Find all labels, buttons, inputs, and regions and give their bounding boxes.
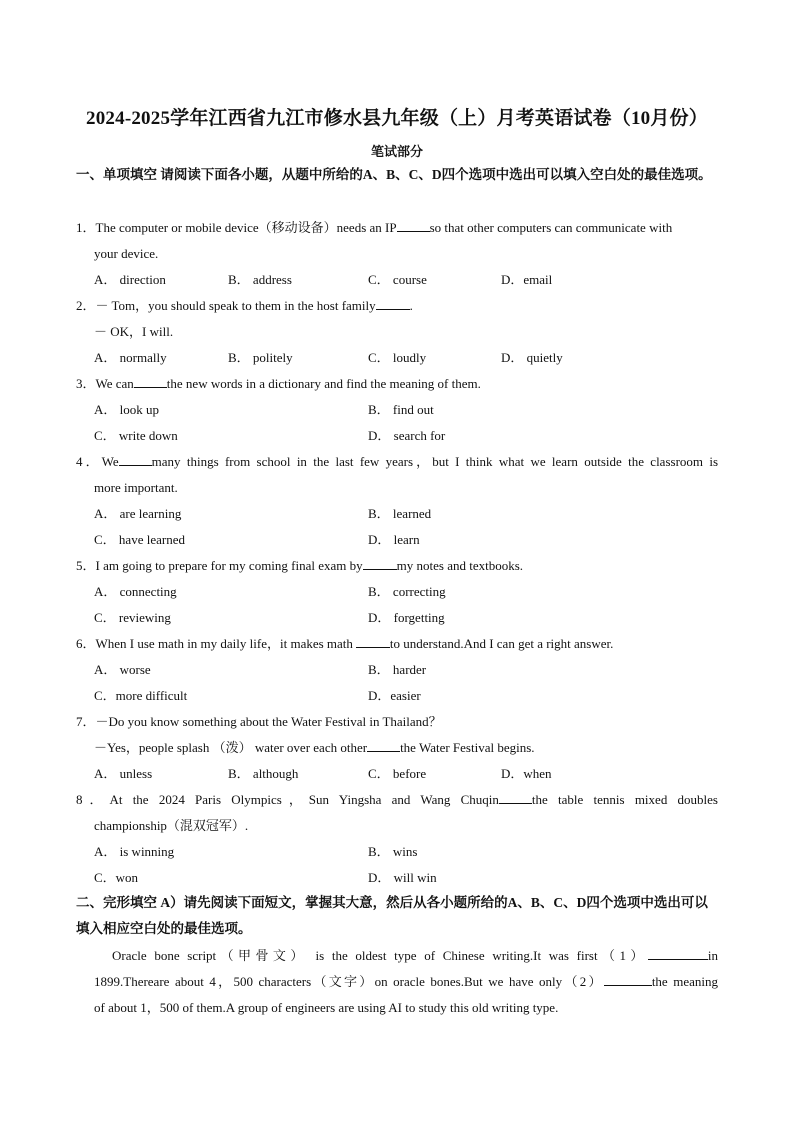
question-6-option-d: D．easier xyxy=(368,688,421,703)
passage-blank-1 xyxy=(648,947,708,960)
question-5-option-b: B． correcting xyxy=(368,584,446,599)
question-7-option-b: B． although xyxy=(228,766,299,781)
question-1-option-d: D．email xyxy=(501,272,553,287)
question-7-option-c: C． before xyxy=(368,766,427,781)
passage-text-1b: in xyxy=(707,948,718,963)
question-5-blank xyxy=(363,557,397,570)
question-4-line-2: more important. xyxy=(94,480,178,495)
question-7-text-a: －Yes，people splash （泼） water over each other xyxy=(94,740,368,755)
question-1-line-1 xyxy=(76,219,672,237)
question-4-line-1 xyxy=(76,453,718,471)
question-8-line-2: championship（混双冠军）. xyxy=(94,818,249,833)
question-6-option-a: A． worse xyxy=(94,662,151,677)
question-7-option-d: D．when xyxy=(501,766,552,781)
question-4-option-d: D． learn xyxy=(368,532,420,547)
question-6-line-1 xyxy=(76,635,613,653)
question-8-option-a: A． is winning xyxy=(94,844,175,859)
passage-text-2b: the meaning xyxy=(651,974,718,989)
question-7-line-1: 7．－Do you know something about the Water Festival in Thailand？ xyxy=(76,714,442,729)
question-2-blank xyxy=(376,297,410,310)
question-4-blank xyxy=(119,453,152,466)
question-3-line-1 xyxy=(76,375,481,393)
question-6-text-a: 6．When I use math in my daily life，it makes math xyxy=(76,636,353,651)
question-2-option-b: B． politely xyxy=(228,350,293,365)
question-8-blank xyxy=(499,791,532,804)
question-3-option-d: D． search for xyxy=(368,428,446,443)
question-1-option-a: A． direction xyxy=(94,272,166,287)
question-1-blank xyxy=(397,219,430,232)
question-2-line-2: － OK，I will. xyxy=(94,324,174,339)
question-7-line-2 xyxy=(94,739,535,757)
question-2-option-a: A． normally xyxy=(94,350,167,365)
question-2-text-a: 2．－ Tom，you should speak to them in the host family xyxy=(76,298,376,313)
question-5-line-1 xyxy=(76,557,523,575)
question-7-text-b: the Water Festival begins. xyxy=(400,740,535,755)
question-4-option-c: C． have learned xyxy=(94,532,185,547)
question-8-option-b: B． wins xyxy=(368,844,418,859)
question-7-option-a: A． unless xyxy=(94,766,153,781)
question-5-option-d: D． forgetting xyxy=(368,610,445,625)
question-3-blank xyxy=(134,375,167,388)
question-3-text-b: the new words in a dictionary and find the meaning of them. xyxy=(166,376,481,391)
section-1-heading: 一、单项填空 请阅读下面各小题，从题中所给的A、B、C、D四个选项中选出可以填入空白处的最佳选项。 xyxy=(76,167,712,182)
question-5-text-a: 5．I am going to prepare for my coming final exam by xyxy=(76,558,363,573)
question-8-text-a: 8．At the 2024 Paris Olympics，Sun Yingsha and Wang Chuqin xyxy=(76,792,499,807)
question-8-text-b: the table tennis mixed doubles xyxy=(531,792,718,807)
page-title: 2024-2025学年江西省九江市修水县九年级（上）月考英语试卷（10月份） xyxy=(86,108,708,129)
question-3-text-a: 3．We can xyxy=(76,376,134,391)
question-8-option-d: D． will win xyxy=(368,870,437,885)
question-3-option-c: C． write down xyxy=(94,428,178,443)
question-3-option-a: A． look up xyxy=(94,402,160,417)
question-6-option-b: B． harder xyxy=(368,662,427,677)
question-8-option-c: C．won xyxy=(94,870,139,885)
question-2-line-1 xyxy=(76,297,413,315)
question-8-line-1 xyxy=(76,791,718,809)
passage-line-1 xyxy=(112,947,718,965)
section-2-heading: 二、完形填空 A）请先阅读下面短文，掌握其大意，然后从各小题所给的A、B、C、D四个选项中选出可以填入相应空白处的最佳选项。 xyxy=(76,895,708,936)
passage-text-1a: Oracle bone script（甲骨文） is the oldest type of Chinese writing.It was first（1） xyxy=(112,948,648,963)
question-2-option-d: D． quietly xyxy=(501,350,563,365)
question-1-text-a: 1．The computer or mobile device（移动设备）needs an IP xyxy=(76,220,397,235)
question-4-text-a: 4．We xyxy=(76,454,119,469)
question-6-text-b: to understand.And I can get a right answer. xyxy=(389,636,614,651)
question-4-text-b: many things from school in the last few years，but I think what we learn outside the classroom is xyxy=(151,454,719,469)
question-2-text-b: . xyxy=(409,298,413,313)
passage-text-2a: 1899.Thereare about 4，500 characters（文字）on oracle bones.But we have only（2） xyxy=(94,974,604,989)
question-5-option-a: A． connecting xyxy=(94,584,177,599)
question-1-text-b: so that other computers can communicate with xyxy=(429,220,673,235)
question-1-option-b: B． address xyxy=(228,272,292,287)
question-2-option-c: C． loudly xyxy=(368,350,427,365)
question-5-option-c: C． reviewing xyxy=(94,610,171,625)
question-7-blank xyxy=(367,739,400,752)
page-subtitle: 笔试部分 xyxy=(370,144,423,159)
passage-blank-2 xyxy=(604,973,652,986)
passage-line-3: of about 1，500 of them.A group of engineers are using AI to study this old writing type. xyxy=(94,1000,559,1015)
passage-line-2 xyxy=(94,973,718,991)
question-6-option-c: C．more difficult xyxy=(94,688,188,703)
question-6-blank xyxy=(356,635,390,648)
question-1-line-2: your device. xyxy=(94,246,159,261)
question-5-text-b: my notes and textbooks. xyxy=(396,558,524,573)
question-3-option-b: B． find out xyxy=(368,402,434,417)
question-1-option-c: C． course xyxy=(368,272,427,287)
question-4-option-b: B． learned xyxy=(368,506,432,521)
question-4-option-a: A． are learning xyxy=(94,506,182,521)
